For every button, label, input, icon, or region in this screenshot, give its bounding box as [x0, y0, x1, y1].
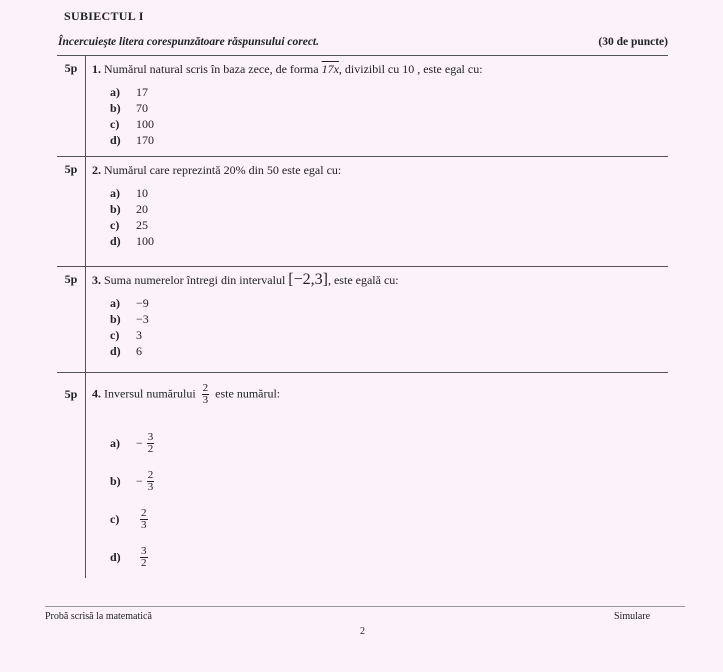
- answer-fraction: [140, 508, 148, 531]
- answer-sign: −: [136, 436, 143, 450]
- section-title: SUBIECTUL I: [64, 9, 144, 23]
- question-text-content: Numărul care reprezintă 20% din 50 este egal cu:: [104, 163, 342, 177]
- instruction-text: Încercuieşte litera corespunzătoare răspunsului corect.: [58, 36, 320, 48]
- answer-value: 10: [136, 186, 148, 200]
- answer-letter: c): [110, 328, 120, 342]
- fraction-denominator: 2: [141, 556, 147, 569]
- answer-value: 20: [136, 202, 148, 216]
- answer-sign: −: [136, 474, 143, 488]
- answer-value: −3: [136, 312, 149, 326]
- question-body: [86, 157, 669, 267]
- answer-value: 100: [136, 117, 154, 131]
- question-text-after: , este egală cu:: [327, 273, 399, 287]
- interval: [−2,3]: [288, 271, 328, 288]
- answer-value: 170: [136, 133, 154, 147]
- answer-letter: b): [110, 474, 121, 488]
- answer-letter: a): [110, 186, 120, 200]
- answer-letter: c): [110, 117, 120, 131]
- fraction-denominator: 2: [147, 442, 154, 455]
- question-number: 3.: [92, 273, 101, 287]
- fraction-numerator: 2: [141, 506, 147, 519]
- question-number: 2.: [92, 163, 101, 177]
- overline-number: 17x: [321, 62, 339, 76]
- fraction-denominator: 3: [147, 480, 154, 493]
- fraction-denominator: 3: [141, 518, 147, 531]
- question-text-before: Suma numerelor întregi din intervalul: [104, 273, 286, 287]
- answer-list: [110, 84, 668, 148]
- answer-letter: a): [110, 296, 120, 310]
- footer-exam-title: Probă scrisă la matematică: [45, 611, 152, 622]
- page-number: 2: [360, 626, 365, 637]
- answer-option-d[interactable]: [110, 132, 668, 148]
- fraction-denominator: 3: [202, 394, 209, 406]
- answer-value: 100: [136, 234, 154, 248]
- question-text-before: Inversul numărului: [104, 386, 196, 401]
- question-points: 5p: [57, 373, 86, 578]
- answer-option-a[interactable]: [110, 84, 668, 100]
- question-row-3: [57, 267, 668, 373]
- question-text: [92, 383, 668, 406]
- question-body: [86, 373, 669, 578]
- answer-letter: a): [110, 85, 120, 99]
- answer-option-b[interactable]: [110, 201, 668, 217]
- answer-option-d[interactable]: [110, 233, 668, 249]
- answer-value: 6: [136, 344, 142, 358]
- questions-table: [57, 55, 668, 578]
- fraction-numerator: 3: [147, 430, 154, 443]
- answer-fraction: [140, 546, 148, 569]
- question-text-after: , divizibil cu 10 , este egal cu:: [338, 62, 483, 76]
- question-text: [92, 61, 668, 77]
- question-points: 5p: [57, 267, 86, 373]
- answer-letter: d): [110, 133, 121, 147]
- answer-letter: d): [110, 234, 121, 248]
- answer-option-c[interactable]: [110, 327, 668, 343]
- answer-option-b[interactable]: [110, 100, 668, 116]
- question-number: 4.: [92, 386, 101, 401]
- answer-value: 17: [136, 85, 148, 99]
- answer-value: 25: [136, 218, 148, 232]
- answer-fraction: [147, 470, 155, 493]
- answer-option-c[interactable]: [110, 217, 668, 233]
- answer-letter: d): [110, 344, 121, 358]
- answer-letter: a): [110, 436, 120, 450]
- question-text: [92, 162, 668, 178]
- answer-list: [110, 295, 668, 359]
- fraction-numerator: 3: [141, 544, 147, 557]
- answer-option-c[interactable]: [110, 116, 668, 132]
- answer-value: 3: [136, 328, 142, 342]
- question-body: [86, 267, 669, 373]
- question-text: [92, 272, 668, 288]
- answer-letter: b): [110, 202, 121, 216]
- answer-value: −9: [136, 296, 149, 310]
- answer-value: 70: [136, 101, 148, 115]
- total-points: (30 de puncte): [598, 36, 668, 48]
- question-text-after: este numărul:: [215, 386, 281, 401]
- answer-option-a[interactable]: [110, 295, 668, 311]
- answer-option-a[interactable]: [110, 185, 668, 201]
- fraction: [202, 383, 210, 406]
- answer-option-a[interactable]: [110, 424, 668, 462]
- fraction-numerator: 2: [202, 382, 209, 394]
- footer-divider: [45, 606, 685, 607]
- answer-list: [110, 185, 668, 249]
- answer-letter: b): [110, 312, 121, 326]
- question-row-4: [57, 373, 668, 578]
- answer-list: [110, 424, 668, 576]
- answer-option-b[interactable]: [110, 462, 668, 500]
- answer-option-b[interactable]: [110, 311, 668, 327]
- instruction-row: [58, 36, 668, 48]
- question-row-1: [57, 56, 668, 157]
- question-body: [86, 56, 669, 157]
- answer-letter: c): [110, 218, 120, 232]
- answer-option-d[interactable]: [110, 343, 668, 359]
- question-points: 5p: [57, 157, 86, 267]
- question-text-before: Numărul natural scris în baza zece, de forma: [104, 62, 319, 76]
- fraction-numerator: 2: [147, 468, 154, 481]
- question-points: 5p: [57, 56, 86, 157]
- footer-exam-type: Simulare: [614, 611, 651, 622]
- question-number: 1.: [92, 62, 101, 76]
- answer-option-c[interactable]: [110, 500, 668, 538]
- answer-fraction: [147, 432, 155, 455]
- answer-letter: d): [110, 550, 121, 564]
- question-row-2: [57, 157, 668, 267]
- answer-letter: c): [110, 512, 120, 526]
- answer-option-d[interactable]: [110, 538, 668, 576]
- answer-letter: b): [110, 101, 121, 115]
